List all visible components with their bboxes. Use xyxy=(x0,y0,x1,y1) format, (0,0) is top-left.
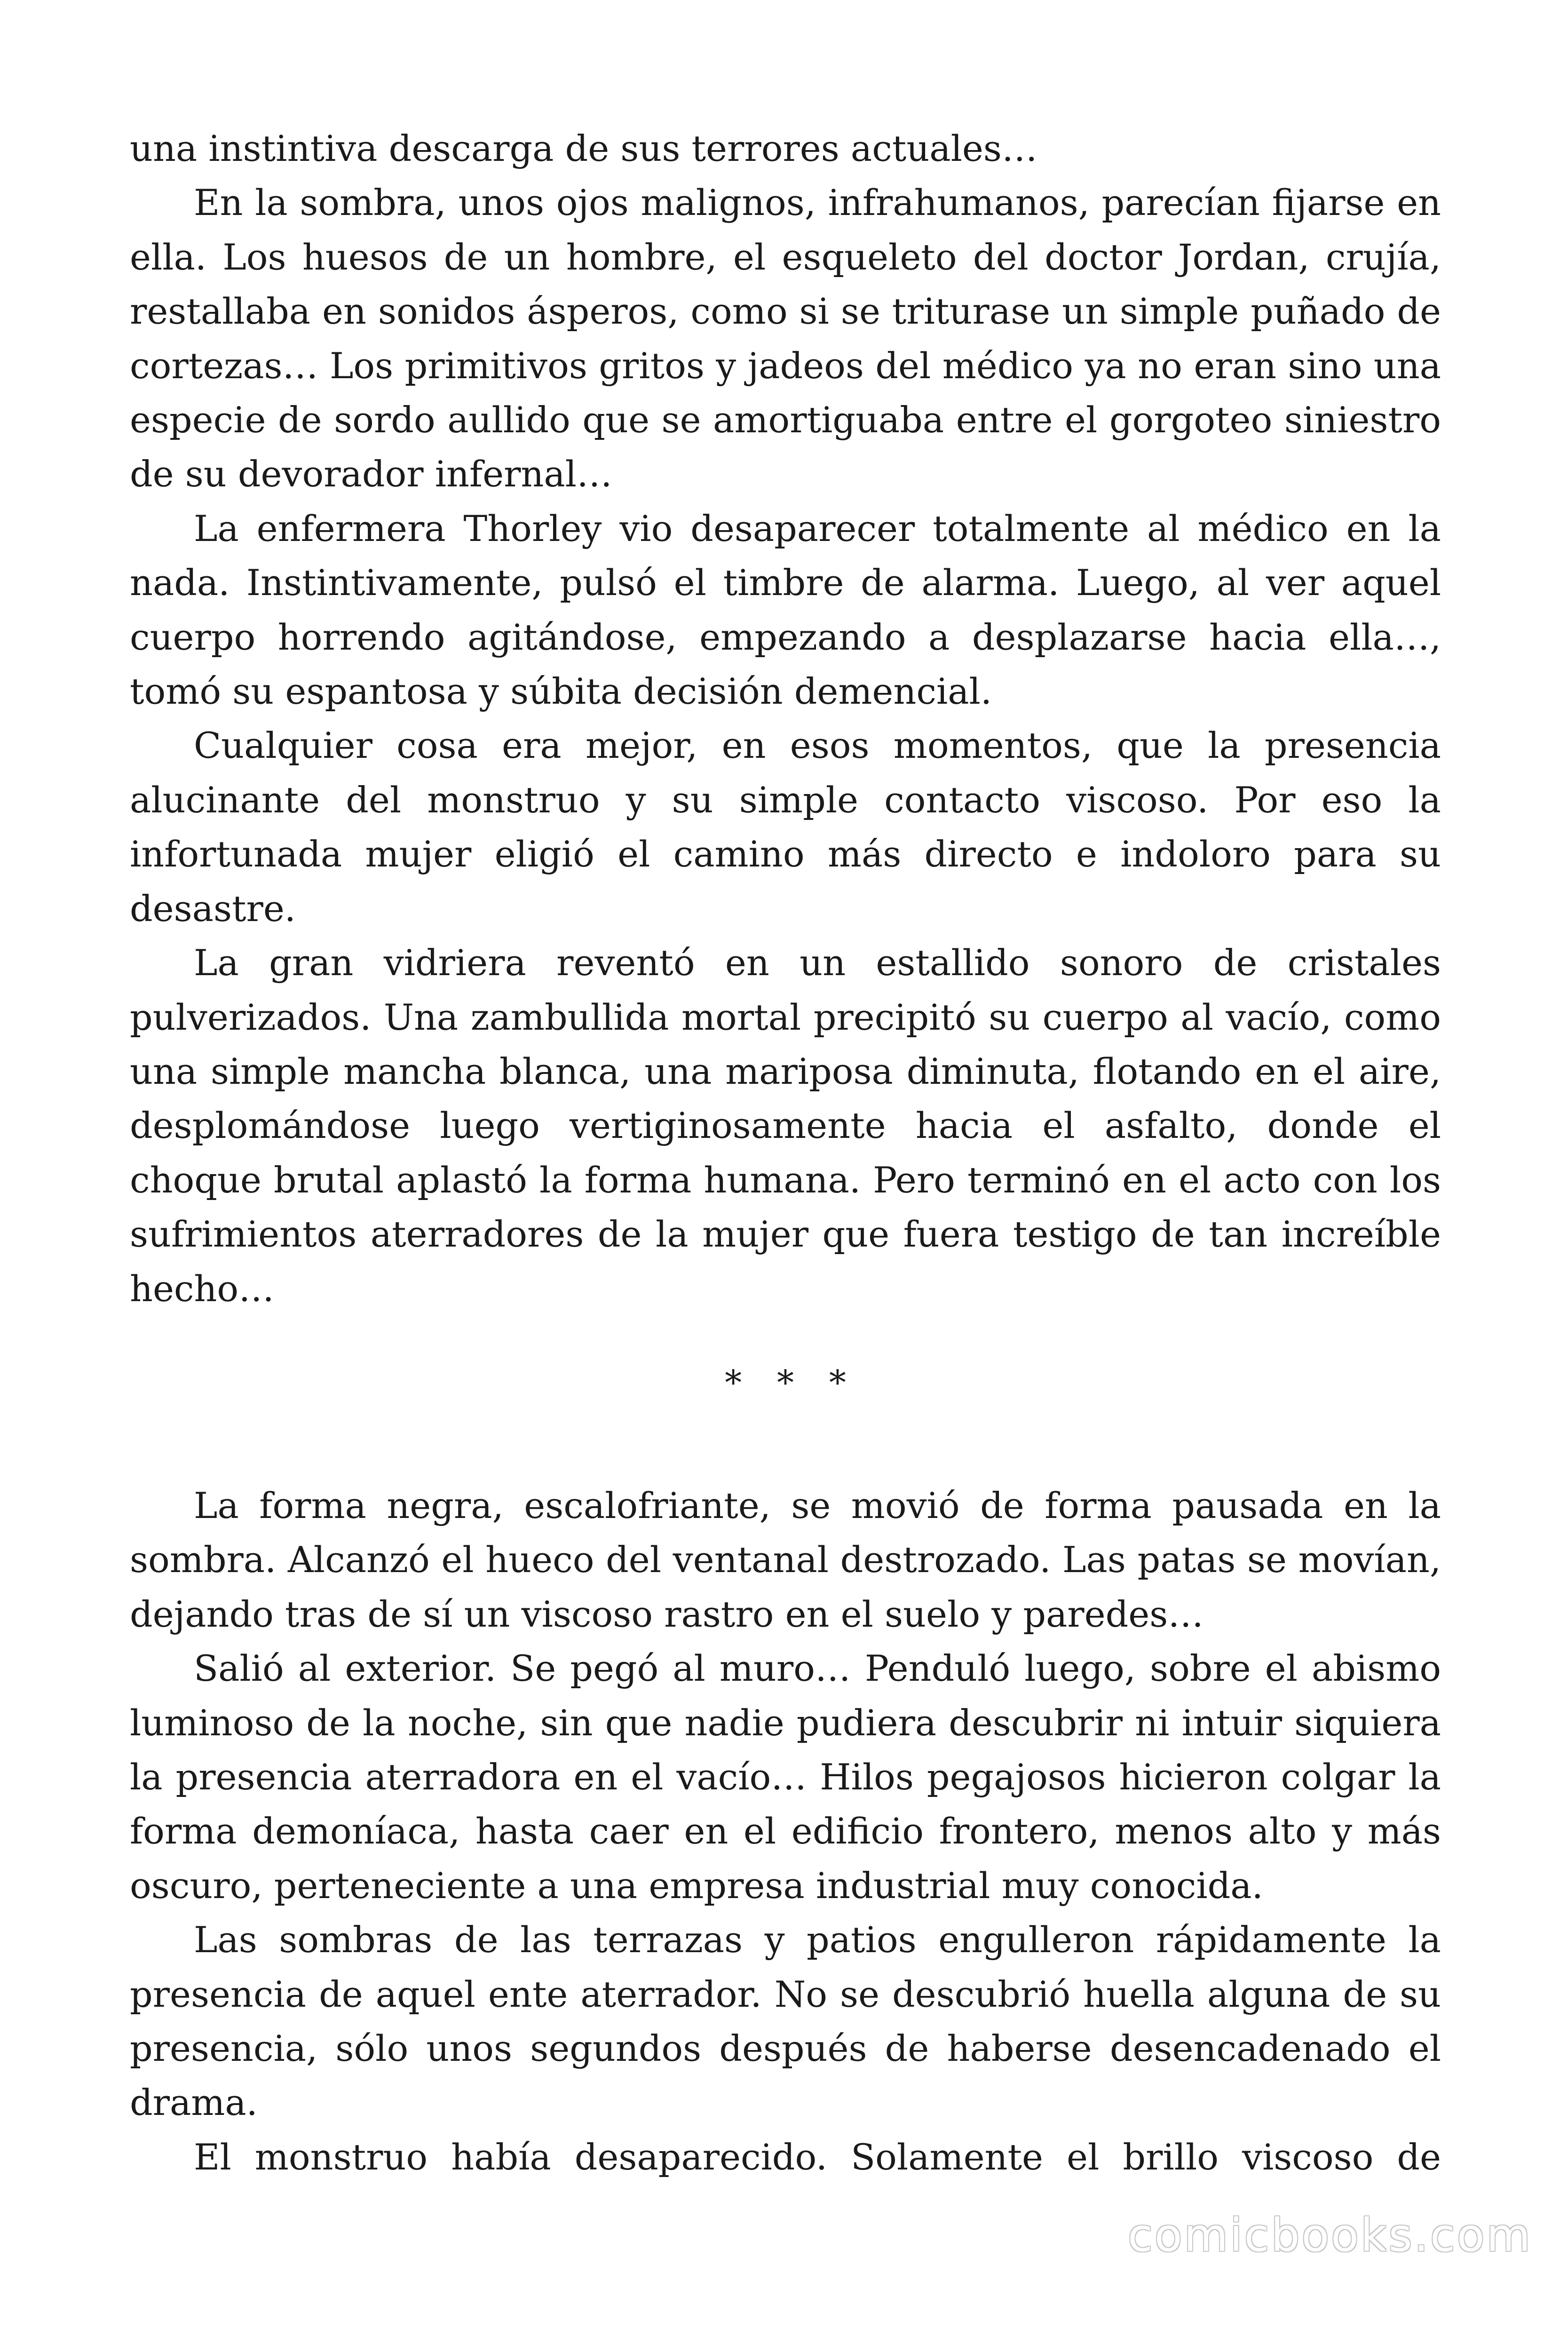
scene-break xyxy=(130,1316,1441,1478)
paragraph: una instintiva descarga de sus terrores actuales… xyxy=(130,127,1037,169)
paragraph: La forma negra, escalofriante, se movió de forma pausada en la sombra. Alcanzó el hueco del ventanal destrozado. Las patas se movían, dejando tras de sí un viscoso rastro en el suelo y paredes… xyxy=(130,1484,1441,1635)
paragraph: La enfermera Thorley vio desaparecer totalmente al médico en la nada. Instintivamente, pulsó el timbre de alarma. Luego, al ver aquel cuerpo horrendo agitándose, empezando a desplazarse hacia ella…, tomó su espantosa y súbita decisión demencial. xyxy=(130,507,1441,713)
paragraph: Cualquier cosa era mejor, en esos momentos, que la presencia alucinante del monstruo y su simple contacto viscoso. Por eso la infortunada mujer eligió el camino más directo e indoloro para su desastre. xyxy=(130,724,1441,930)
paragraph-last-line: El monstruo había desaparecido. Solamente el brillo viscoso de xyxy=(194,2136,1441,2178)
paragraph: La gran vidriera reventó en un estallido sonoro de cristales pulverizados. Una zambullida mortal precipitó su cuerpo al vacío, como una simple mancha blanca, una mariposa diminuta, flotando en el aire, desplomándose luego vertiginosamente hacia el asfalto, donde el choque brutal aplastó la forma humana. Pero terminó en el acto con los sufrimientos aterradores de la mujer que fuera testigo de tan increíble hecho… xyxy=(130,942,1441,1310)
paragraph: Las sombras de las terrazas y patios engulleron rápidamente la presencia de aquel ente aterrador. No se descubrió huella alguna de su presencia, sólo unos segundos después de haberse desencadenado el drama. xyxy=(130,1919,1441,2124)
watermark-logo: comicbooks.com xyxy=(1127,2209,1532,2262)
paragraph: Salió al exterior. Se pegó al muro… Penduló luego, sobre el abismo luminoso de la noche, sin que nadie pudiera descubrir ni intuir siquiera la presencia aterradora en el vacío… Hilos pegajosos hicieron colgar la forma demoníaca, hasta caer en el edificio frontero, menos alto y más oscuro, perteneciente a una empresa industrial muy conocida. xyxy=(130,1647,1441,1907)
paragraph: En la sombra, unos ojos malignos, infrahumanos, parecían fijarse en ella. Los huesos de un hombre, el esqueleto del doctor Jordan, crujía, restallaba en sonidos ásperos, como si se triturase un simple puñado de cortezas… Los primitivos gritos y jadeos del médico ya no eran sino una especie de sordo aullido que se amortiguaba entre el gorgoteo siniestro de su devorador infernal… xyxy=(130,182,1441,495)
scene-break-asterisks: * * * xyxy=(725,1362,858,1402)
page-body xyxy=(130,121,1441,2184)
